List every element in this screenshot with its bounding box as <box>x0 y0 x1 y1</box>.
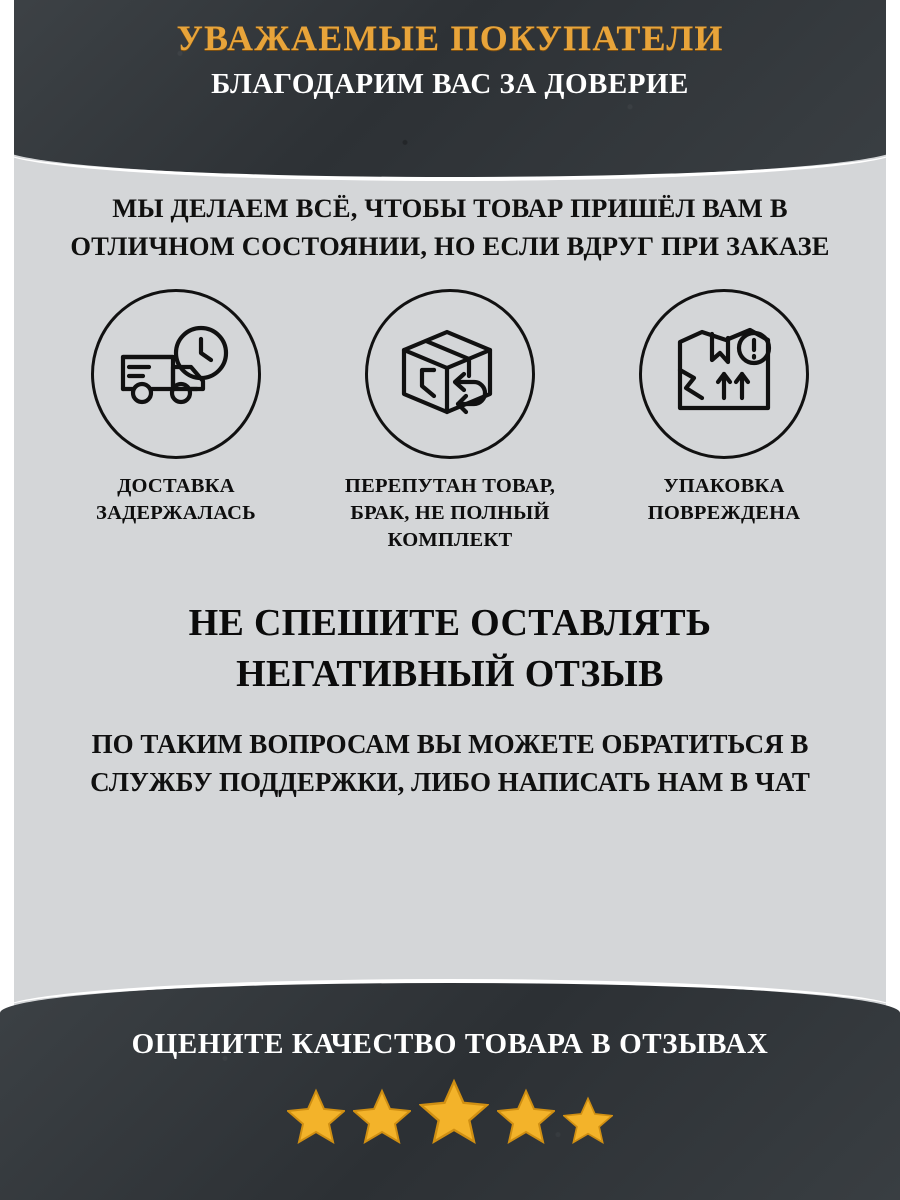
intro-text: МЫ ДЕЛАЕМ ВСЁ, ЧТОБЫ ТОВАР ПРИШЁЛ ВАМ В ОТЛИЧНОМ СОСТОЯНИИ, НО ЕСЛИ ВДРУГ ПРИ ЗАКАЗЕ <box>70 193 830 261</box>
star-icon[interactable] <box>497 1088 555 1149</box>
rating-stars[interactable] <box>0 1078 900 1149</box>
icon-frame <box>91 289 261 459</box>
issue-card-wrong-item <box>325 289 575 554</box>
damaged-package-icon <box>668 320 780 429</box>
box-return-arrow-icon <box>390 320 510 429</box>
issue-card-delivery <box>51 289 301 527</box>
header-band <box>0 0 900 178</box>
star-icon[interactable] <box>419 1078 489 1149</box>
footer-text-group <box>0 1026 900 1149</box>
issue-card-caption: ПЕРЕПУТАН ТОВАР, БРАК, НЕ ПОЛНЫЙ КОМПЛЕКТ <box>344 475 556 552</box>
issue-card-caption: УПАКОВКА ПОВРЕЖДЕНА <box>647 475 801 525</box>
slogan-text: НЕ СПЕШИТЕ ОСТАВЛЯТЬ НЕГАТИВНЫЙ ОТЗЫВ <box>188 602 712 695</box>
delivery-truck-clock-icon <box>117 323 235 426</box>
star-icon[interactable] <box>287 1088 345 1149</box>
star-icon[interactable] <box>353 1088 411 1149</box>
support-text: ПО ТАКИМ ВОПРОСАМ ВЫ МОЖЕТЕ ОБРАТИТЬСЯ В СЛУЖБУ ПОДДЕРЖКИ, ЛИБО НАПИСАТЬ НАМ В ЧАТ <box>90 728 810 798</box>
issue-card-list <box>14 289 886 554</box>
header-text-group <box>0 18 900 103</box>
icon-frame <box>639 289 809 459</box>
footer-band <box>0 982 900 1200</box>
star-icon[interactable] <box>563 1096 613 1149</box>
issue-card-damaged-package <box>599 289 849 527</box>
page-title: УВАЖАЕМЫЕ ПОКУПАТЕЛИ <box>176 18 724 58</box>
main-content <box>14 190 886 801</box>
header-subtitle: БЛАГОДАРИМ ВАС ЗА ДОВЕРИЕ <box>211 68 689 101</box>
icon-frame <box>365 289 535 459</box>
issue-card-caption: ДОСТАВКА ЗАДЕРЖАЛАСЬ <box>96 475 256 525</box>
footer-title: ОЦЕНИТЕ КАЧЕСТВО ТОВАРА В ОТЗЫВАХ <box>131 1028 769 1060</box>
